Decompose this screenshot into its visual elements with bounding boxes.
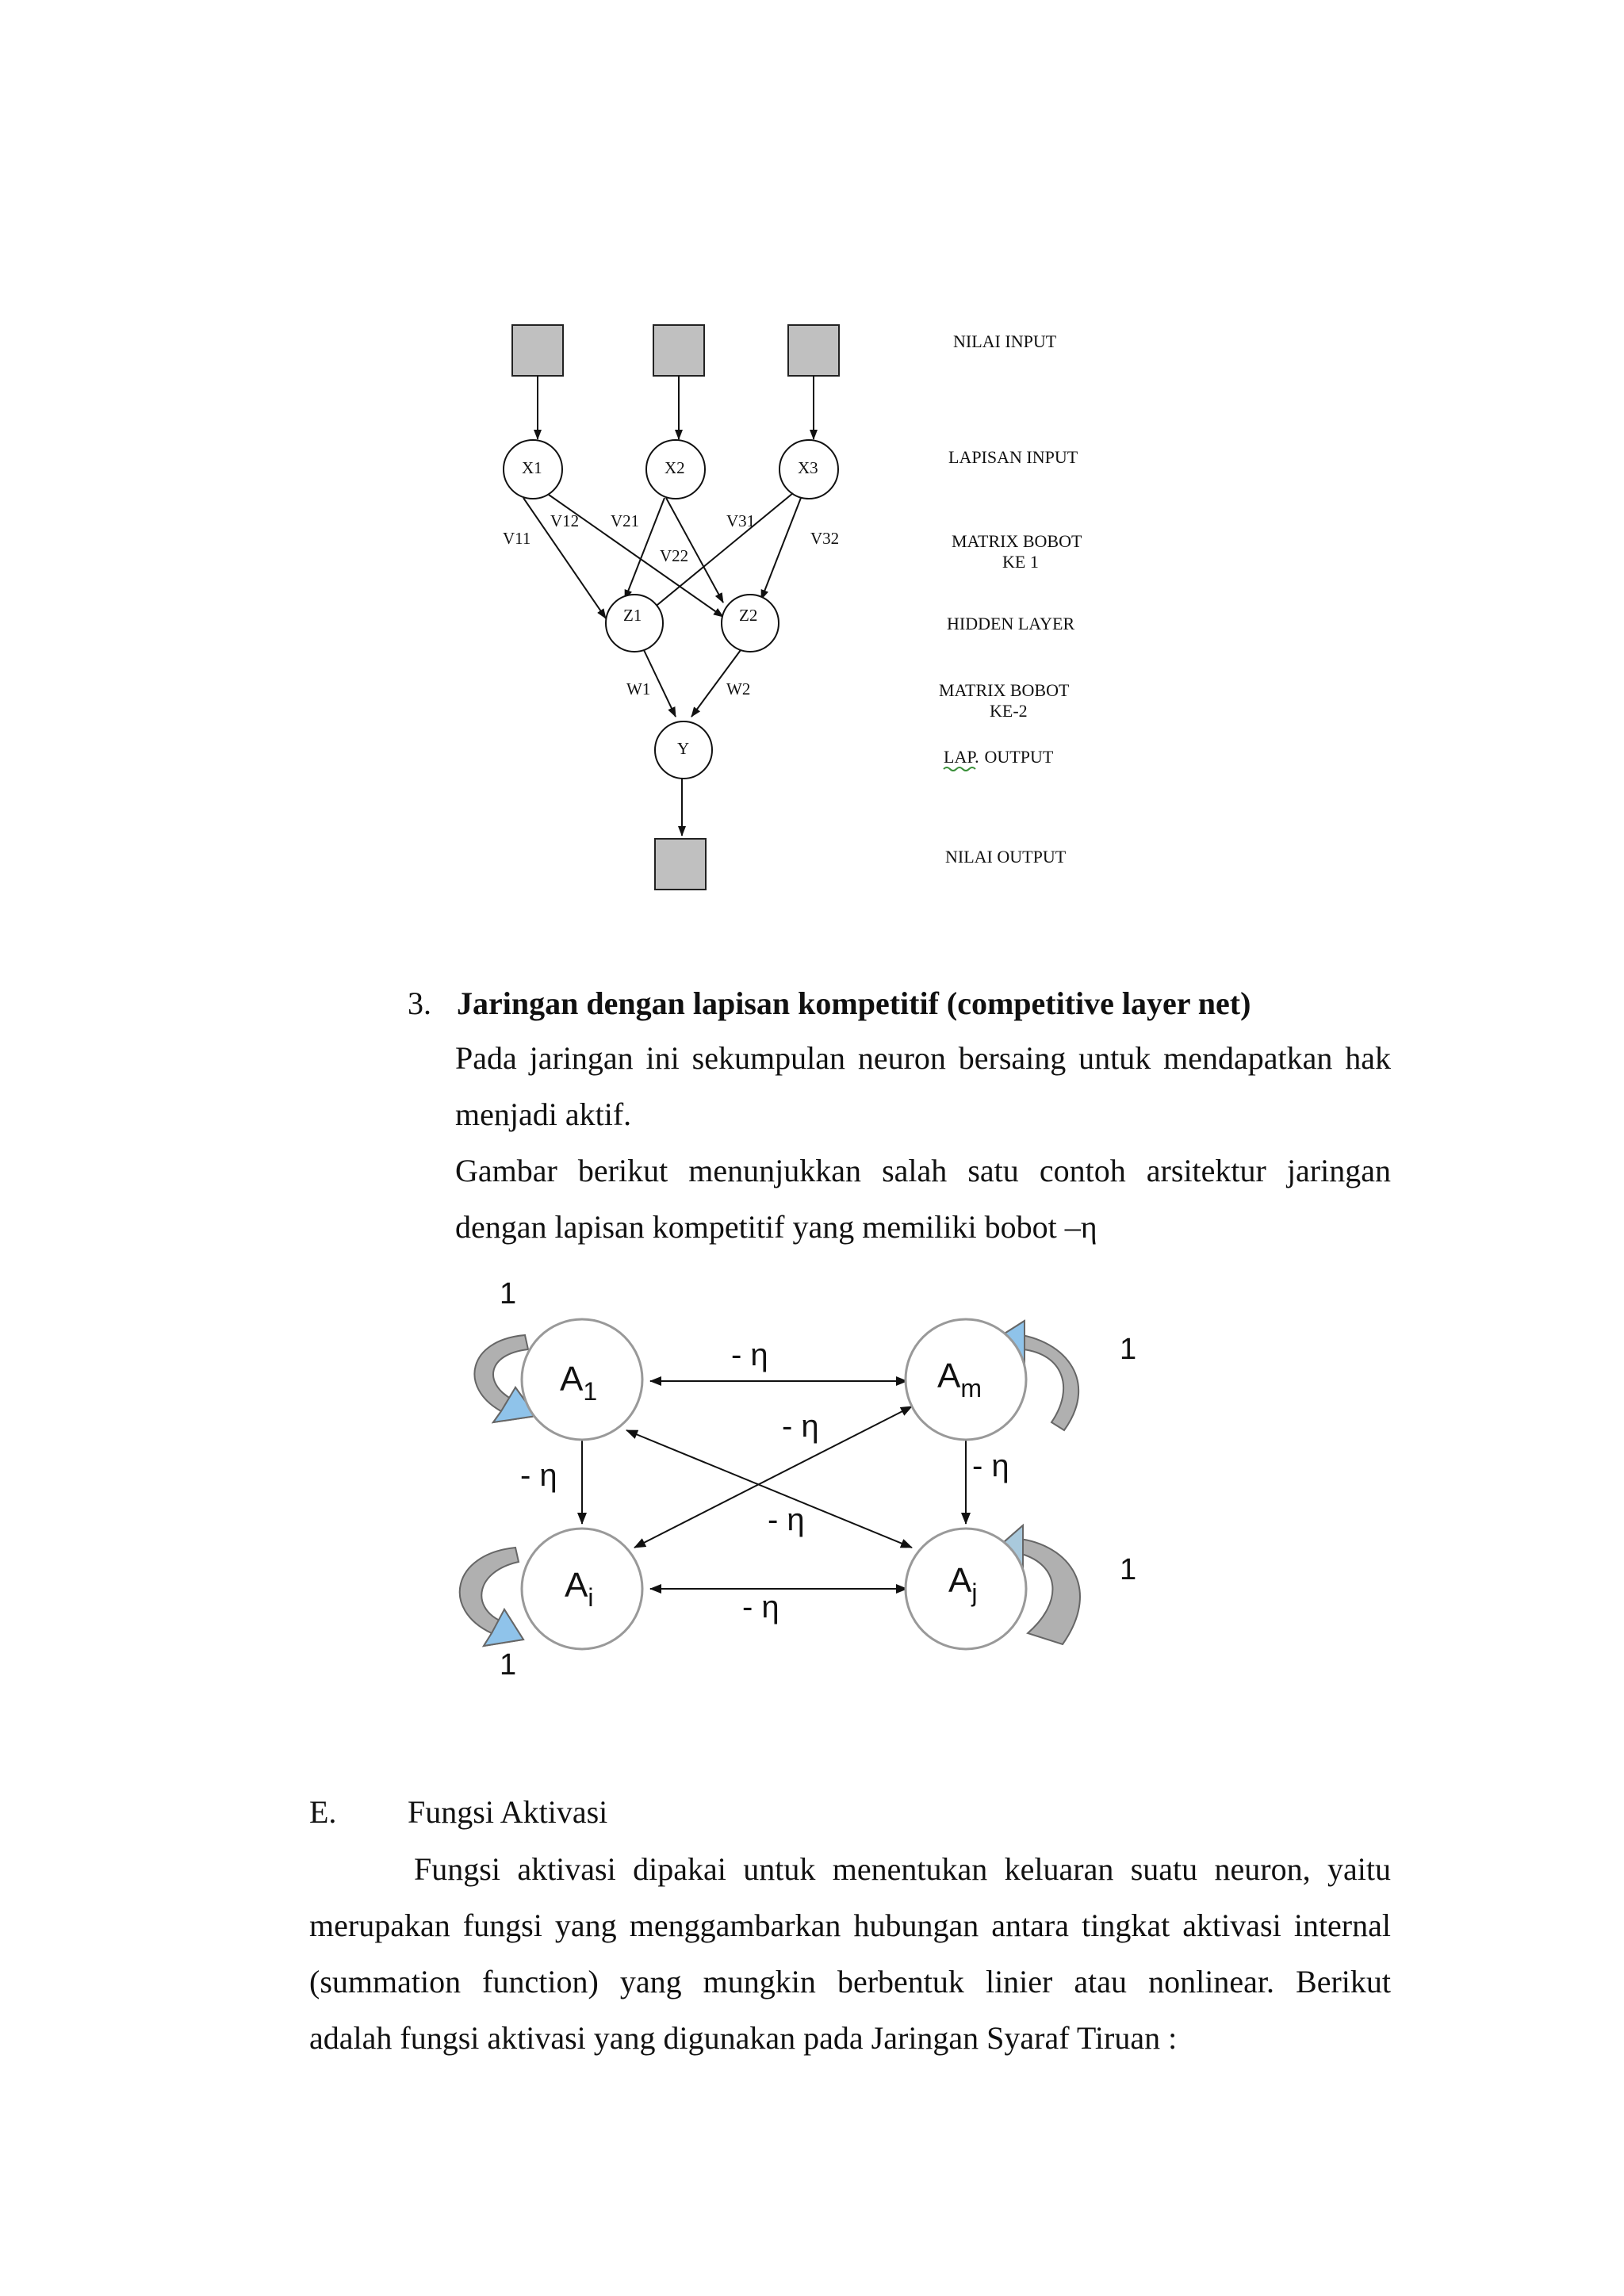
weight-w1: W1 — [626, 679, 651, 698]
section3-para2-line2: dengan lapisan kompetitif yang memiliki bobot –η — [455, 1209, 1097, 1245]
sectionE-letter: E. — [309, 1794, 337, 1830]
label-matrix-bobot-2-line2: KE-2 — [990, 701, 1028, 721]
label-nilai-output: NILAI OUTPUT — [945, 847, 1067, 867]
edge-weight-am-aj: - η — [972, 1448, 1009, 1483]
label-lap-output-abbr: LAP. — [944, 747, 979, 767]
node-aj-label: $A_j$ — [948, 1561, 978, 1607]
weight-v11: V11 — [503, 529, 531, 548]
output-value-box — [655, 839, 706, 890]
weight-v12: V12 — [550, 511, 580, 530]
label-hidden-layer: HIDDEN LAYER — [947, 614, 1075, 633]
node-a1-label: $A_1$ — [560, 1360, 598, 1406]
sectionE-line4: adalah fungsi aktivasi yang digunakan pada Jaringan Syaraf Tiruan : — [309, 2020, 1178, 2056]
network-diagram — [0, 0, 1624, 936]
section3-para1-line1: Pada jaringan ini sekumpulan neuron bersaing untuk mendapatkan hak — [455, 1040, 1391, 1076]
self-weight-aj: 1 — [1120, 1553, 1137, 1586]
section3-para1-line2: menjadi aktif. — [455, 1096, 632, 1132]
weight-v21: V21 — [611, 511, 640, 530]
sectionE-line1: Fungsi aktivasi dipakai untuk menentukan keluaran suatu neuron, yaitu — [414, 1851, 1391, 1887]
weight-v32: V32 — [810, 529, 840, 548]
node-am-label: $A_m$ — [937, 1357, 982, 1402]
edge-weight-am-ai: - η — [782, 1409, 819, 1444]
sectionE-line2: merupakan fungsi yang menggambarkan hubungan antara tingkat aktivasi internal — [309, 1908, 1391, 1943]
weight-v31: V31 — [726, 511, 756, 530]
node-z1-label: Z1 — [623, 606, 642, 625]
input-value-box-3 — [788, 325, 839, 376]
node-x1-label: X1 — [522, 458, 542, 477]
label-matrix-bobot-2-line1: MATRIX BOBOT — [939, 680, 1070, 700]
label-nilai-input: NILAI INPUT — [953, 331, 1057, 351]
node-ai-label: $A_i$ — [565, 1566, 594, 1612]
sectionE-title: Fungsi Aktivasi — [408, 1794, 608, 1830]
self-weight-a1: 1 — [500, 1277, 517, 1311]
label-matrix-bobot-1-line2: KE 1 — [1002, 552, 1039, 572]
sectionE-line3: (summation function) yang mungkin berbentuk linier atau nonlinear. Berikut — [309, 1964, 1391, 1999]
label-matrix-bobot-1-line1: MATRIX BOBOT — [952, 531, 1082, 551]
edge-weight-a1-aj: - η — [768, 1502, 805, 1537]
node-z2-label: Z2 — [739, 606, 758, 625]
section3-heading: Jaringan dengan lapisan kompetitif (competitive layer net) — [457, 985, 1251, 1021]
label-lapisan-input: LAPISAN INPUT — [948, 447, 1078, 467]
weight-w2: W2 — [726, 679, 751, 698]
section3-para2-line1: Gambar berikut menunjukkan salah satu contoh arsitektur jaringan — [455, 1153, 1391, 1188]
node-x2-label: X2 — [665, 458, 685, 477]
section3-number: 3. — [408, 985, 431, 1021]
weight-v22: V22 — [660, 546, 689, 565]
input-value-box-2 — [653, 325, 704, 376]
edge-weight-a1-ai: - η — [520, 1458, 557, 1493]
competitive-layer-diagram — [0, 1261, 1624, 1705]
input-value-box-1 — [512, 325, 563, 376]
label-lap-output-word: OUTPUT — [980, 747, 1054, 767]
node-y-label: Y — [677, 739, 690, 758]
edge-weight-ai-aj: - η — [742, 1590, 779, 1624]
self-weight-am: 1 — [1120, 1333, 1137, 1366]
edge-weight-a1-am: - η — [731, 1337, 768, 1372]
node-x3-label: X3 — [798, 458, 818, 477]
self-weight-ai: 1 — [500, 1648, 517, 1682]
